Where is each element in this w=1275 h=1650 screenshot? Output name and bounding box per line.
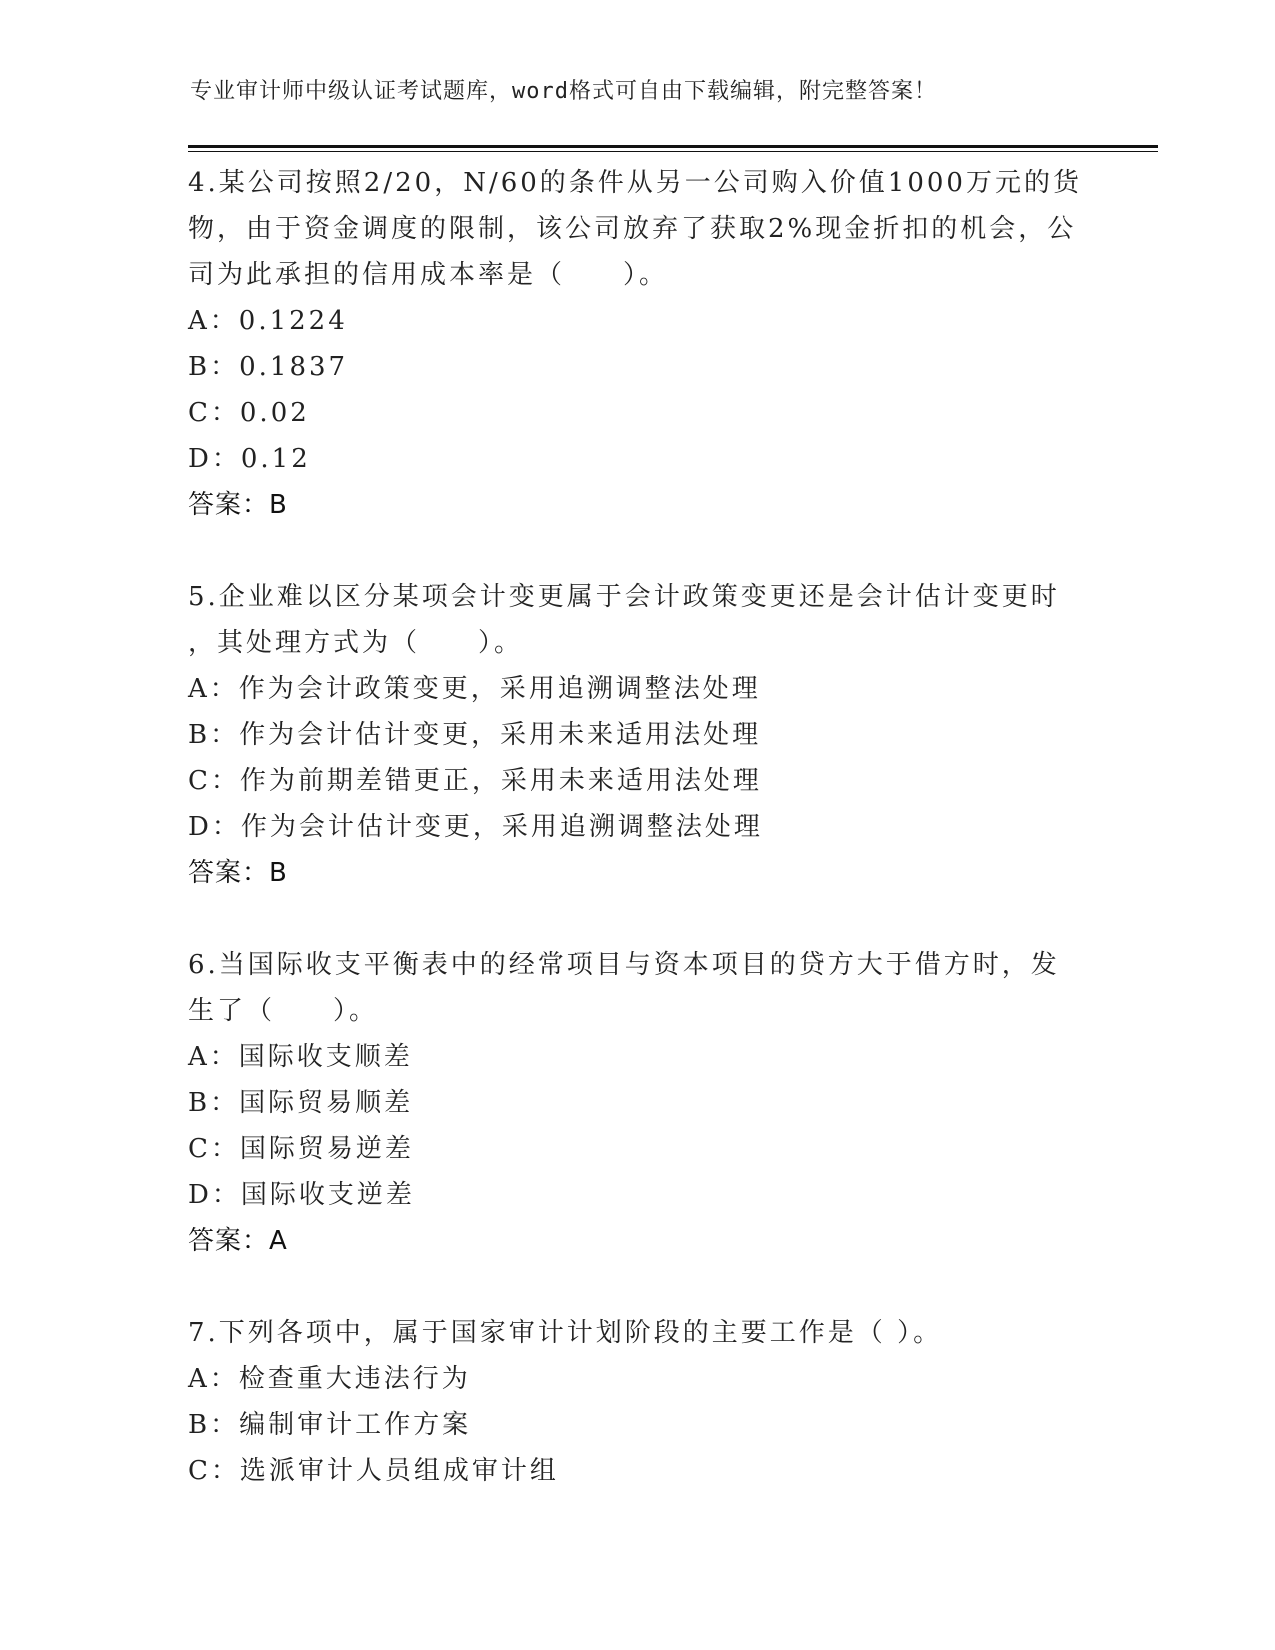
question-stem-line: 4.某公司按照2/20，N/60的条件从另一公司购入价值1000万元的货 xyxy=(188,168,1082,198)
spacer xyxy=(188,896,1088,942)
option-d: D：0.12 xyxy=(188,444,311,474)
option-b: B：作为会计估计变更，采用未来适用法处理 xyxy=(188,720,762,750)
option-c: C：0.02 xyxy=(188,398,310,428)
option-c: C：作为前期差错更正，采用未来适用法处理 xyxy=(188,766,762,796)
option-b: B：0.1837 xyxy=(188,352,349,382)
question-stem-line: 生了（ ）。 xyxy=(188,996,379,1026)
option-a: A：0.1224 xyxy=(188,306,348,336)
option-b: B：编制审计工作方案 xyxy=(188,1410,472,1440)
option-a: A：国际收支顺差 xyxy=(188,1042,413,1072)
question-stem-line: 5.企业难以区分某项会计变更属于会计政策变更还是会计估计变更时 xyxy=(188,582,1060,612)
option-d: D：国际收支逆差 xyxy=(188,1180,415,1210)
question-stem-line: 7.下列各项中，属于国家审计计划阶段的主要工作是（ ）。 xyxy=(188,1318,943,1348)
option-a: A：作为会计政策变更，采用追溯调整法处理 xyxy=(188,674,761,704)
spacer xyxy=(188,528,1088,574)
option-c: C：国际贸易逆差 xyxy=(188,1134,414,1164)
option-d: D：作为会计估计变更，采用追溯调整法处理 xyxy=(188,812,763,842)
question-stem-line: ，其处理方式为（ ）。 xyxy=(188,628,524,658)
question-stem-line: 司为此承担的信用成本率是（ ）。 xyxy=(188,260,669,290)
question-6 xyxy=(188,942,1088,1264)
spacer xyxy=(188,1264,1088,1310)
question-stem-line: 物，由于资金调度的限制，该公司放弃了获取2%现金折扣的机会，公 xyxy=(188,214,1077,244)
answer-line: 答案：A xyxy=(188,1226,288,1256)
question-list xyxy=(188,160,1088,1494)
header-divider-thick xyxy=(188,145,1158,148)
question-4 xyxy=(188,160,1088,528)
answer-line: 答案：B xyxy=(188,858,288,888)
question-stem-line: 6.当国际收支平衡表中的经常项目与资本项目的贷方大于借方时，发 xyxy=(188,950,1060,980)
option-b: B：国际贸易顺差 xyxy=(188,1088,414,1118)
option-a: A：检查重大违法行为 xyxy=(188,1364,471,1394)
question-7 xyxy=(188,1310,1088,1494)
header-divider-thin xyxy=(188,151,1158,152)
question-5 xyxy=(188,574,1088,896)
page-header: 专业审计师中级认证考试题库，word格式可自由下载编辑，附完整答案！ xyxy=(190,79,937,104)
answer-line: 答案：B xyxy=(188,490,288,520)
option-c: C：选派审计人员组成审计组 xyxy=(188,1456,559,1486)
